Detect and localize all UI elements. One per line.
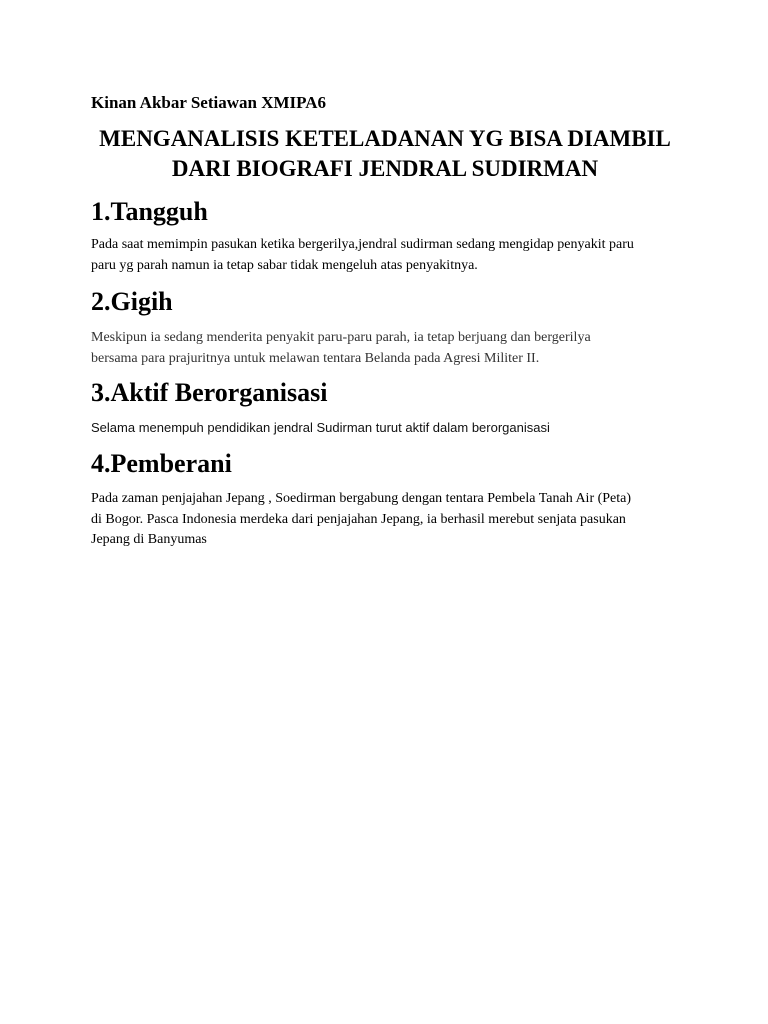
paragraph-line: Jepang di Banyumas: [91, 532, 207, 547]
section-heading-tangguh: 1.Tangguh: [91, 197, 208, 226]
paragraph-line: di Bogor. Pasca Indonesia merdeka dari penjajahan Jepang, ia berhasil merebut senjata pasukan: [91, 511, 626, 527]
paragraph-line: paru yg parah namun ia tetap sabar tidak mengeluh atas penyakitnya.: [91, 257, 478, 273]
title-line: MENGANALISIS KETELADANAN YG BISA DIAMBIL: [99, 126, 671, 151]
paragraph-line: Meskipun ia sedang menderita penyakit paru-paru parah, ia tetap berjuang dan bergerilya: [91, 330, 591, 345]
section-paragraph-pemberani: [91, 489, 711, 551]
paragraph-line: Pada saat memimpin pasukan ketika bergerilya,jendral sudirman sedang mengidap penyakit paru: [91, 237, 634, 252]
section-paragraph-aktif-berorganisasi: [91, 418, 711, 439]
paragraph-line: Selama menempuh pendidikan jendral Sudirman turut aktif dalam berorganisasi: [91, 420, 550, 435]
document-title: [60, 124, 710, 184]
section-heading-gigih: 2.Gigih: [91, 287, 173, 316]
section-paragraph-tangguh: [91, 235, 711, 276]
title-line: DARI BIOGRAFI JENDRAL SUDIRMAN: [171, 156, 599, 181]
paragraph-line: Pada zaman penjajahan Jepang , Soedirman bergabung dengan tentara Pembela Tanah Air (Peta): [91, 491, 632, 506]
author-line: Kinan Akbar Setiawan XMIPA6: [91, 93, 327, 112]
section-heading-pemberani: 4.Pemberani: [91, 449, 232, 478]
section-heading-aktif-berorganisasi: 3.Aktif Berorganisasi: [91, 378, 328, 407]
section-paragraph-gigih: [91, 328, 711, 369]
paragraph-line: bersama para prajuritnya untuk melawan tentara Belanda pada Agresi Militer II.: [91, 350, 540, 366]
